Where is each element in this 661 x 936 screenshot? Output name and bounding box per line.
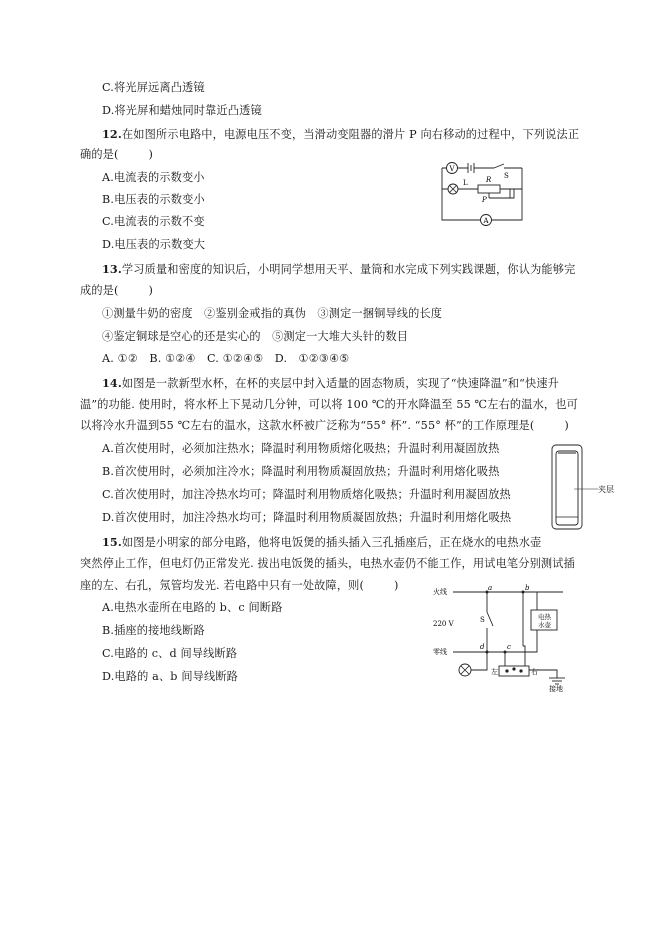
point-c-label: c: [507, 643, 511, 651]
q13-stem-text-1: 学习质量和密度的知识后，小明同学想用天平、量筒和水完成下列实践课题，你认为能够完: [121, 263, 576, 276]
neutral-wire-label: 零线: [433, 648, 447, 656]
q15-option-b: B.插座的接地线断路: [102, 624, 205, 637]
q15-household-circuit-diagram: [425, 582, 590, 692]
q13-number: 13.: [102, 262, 122, 276]
q15-stem-close: ): [394, 579, 399, 592]
socket-icon: [499, 666, 529, 676]
q12-option-c: C.电流表的示数不变: [102, 215, 205, 228]
q15-option-c: C.电路的 c、d 间导线断路: [102, 647, 238, 660]
point-b-label: b: [525, 584, 530, 592]
q13-stem-text-2: 成的是(: [80, 284, 119, 297]
kettle-label-line-1: 电热: [538, 613, 551, 621]
q15-stem-text-1: 如图是小明家的部分电路，他将电饭煲的插头插入三孔插座后，正在烧水的电热水壶: [121, 536, 542, 549]
q14-option-d: D.首次使用时，加注冷热水均可；降温时利用物质凝固放热；升温时利用熔化吸热: [102, 511, 512, 524]
kettle-label-line-2: 水壶: [538, 621, 551, 629]
q12-stem-line-2: [80, 147, 153, 163]
q11-option-c: C.将光屏远离凸透镜: [102, 81, 205, 94]
voltage-label: 220 V: [433, 620, 454, 628]
resistor-label: R: [486, 176, 492, 184]
q12-stem-close: ): [148, 148, 154, 161]
q13-options: A. ①② B. ①②④ C. ①②④⑤ D. ①②③④⑤: [102, 352, 350, 365]
q14-number: 14.: [102, 376, 122, 390]
q11-option-d: D.将光屏和蜡烛同时靠近凸透镜: [102, 104, 262, 117]
cup-icon: [552, 445, 598, 529]
q14-stem-text-1: 如图是一款新型水杯，在杯的夹层中封入适量的固态物质，实现了“快速降温”和“快速升: [121, 377, 560, 390]
slider-label: P: [482, 196, 487, 204]
q14-stem-line-1: [102, 375, 559, 392]
q15-option-a: A.电热水壶所在电路的 b、c 间断路: [102, 601, 283, 614]
lamp-icon: [448, 184, 458, 194]
q14-option-a: A.首次使用时，必须加注热水；降温时利用物质熔化吸热；升温时利用凝固放热: [102, 442, 500, 455]
q15-number: 15.: [102, 535, 122, 549]
q15-stem-line-2: 突然停止工作，但电灯仍正常发光. 拔出电饭煲的插头，电热水壶仍不能工作，用试电笔分别测试插: [80, 557, 575, 570]
live-wire-label: 火线: [433, 588, 447, 596]
interlayer-label: 夹层: [598, 485, 614, 494]
q12-option-d: D.电压表的示数变大: [102, 238, 206, 251]
q13-items-line-1: ①测量牛奶的密度 ②鉴别金戒指的真伪 ③测定一捆铜导线的长度: [102, 307, 443, 320]
q12-option-a: A.电流表的示数变小: [102, 171, 205, 184]
ammeter-label: A: [483, 217, 489, 225]
q12-circuit-diagram: [438, 158, 538, 230]
q13-stem-line-1: [102, 261, 575, 278]
q13-stem-line-2: [80, 283, 153, 299]
voltmeter-label: V: [449, 165, 455, 173]
q12-stem-line-1: [102, 126, 579, 143]
switch-label: S: [504, 172, 509, 180]
socket-right-label: 右: [531, 668, 538, 676]
q14-option-b: B.首次使用时，必须加注冷水；降温时利用物质凝固放热；升温时利用熔化吸热: [102, 465, 500, 478]
q13-stem-close: ): [148, 284, 154, 297]
q14-option-c: C.首次使用时，加注冷热水均可；降温时利用物质熔化吸热；升温时利用凝固放热: [102, 488, 511, 501]
q15-option-d: D.电路的 a、b 间导线断路: [102, 670, 239, 683]
q14-stem-text-3: 以将冷水升温到55 ℃左右的温水，这款水杯被广泛称为“55° 杯”. “55° 杯”的工作原理是(: [80, 419, 535, 432]
q15-stem-line-1: [102, 534, 541, 551]
q12-number: 12.: [102, 127, 122, 141]
point-a-label: a: [488, 584, 493, 592]
lamp-label: L: [463, 179, 468, 187]
q13-items-line-2: ④鉴定铜球是空心的还是实心的 ⑤测定一大堆大头针的数目: [102, 330, 409, 343]
q14-stem-line-3: [80, 418, 569, 434]
q14-stem-line-2: 温”的功能. 使用时，将水杯上下晃动几分钟，可以将 100 ℃的开水降温至 55 ℃左右的温水，也可: [80, 398, 578, 411]
socket-left-label: 左: [491, 668, 498, 676]
q15-stem-line-3: [80, 578, 399, 594]
q14-cup-figure: [548, 443, 648, 533]
q12-stem-text-1: 在如图所示电路中，电源电压不变，当滑动变阻器的滑片 P 向右移动的过程中，下列说法正: [121, 128, 580, 141]
q12-option-b: B.电压表的示数变小: [102, 193, 205, 206]
ground-label: 接地: [549, 685, 563, 692]
q14-stem-close: ): [564, 419, 569, 432]
lamp-icon: [459, 664, 471, 676]
q12-stem-text-2: 确的是(: [80, 148, 119, 161]
q15-stem-text-3: 座的左、右孔，氖管均发光. 若电路中只有一处故障，则(: [80, 579, 365, 592]
switch-label: S: [480, 616, 485, 624]
point-d-label: d: [480, 643, 485, 651]
